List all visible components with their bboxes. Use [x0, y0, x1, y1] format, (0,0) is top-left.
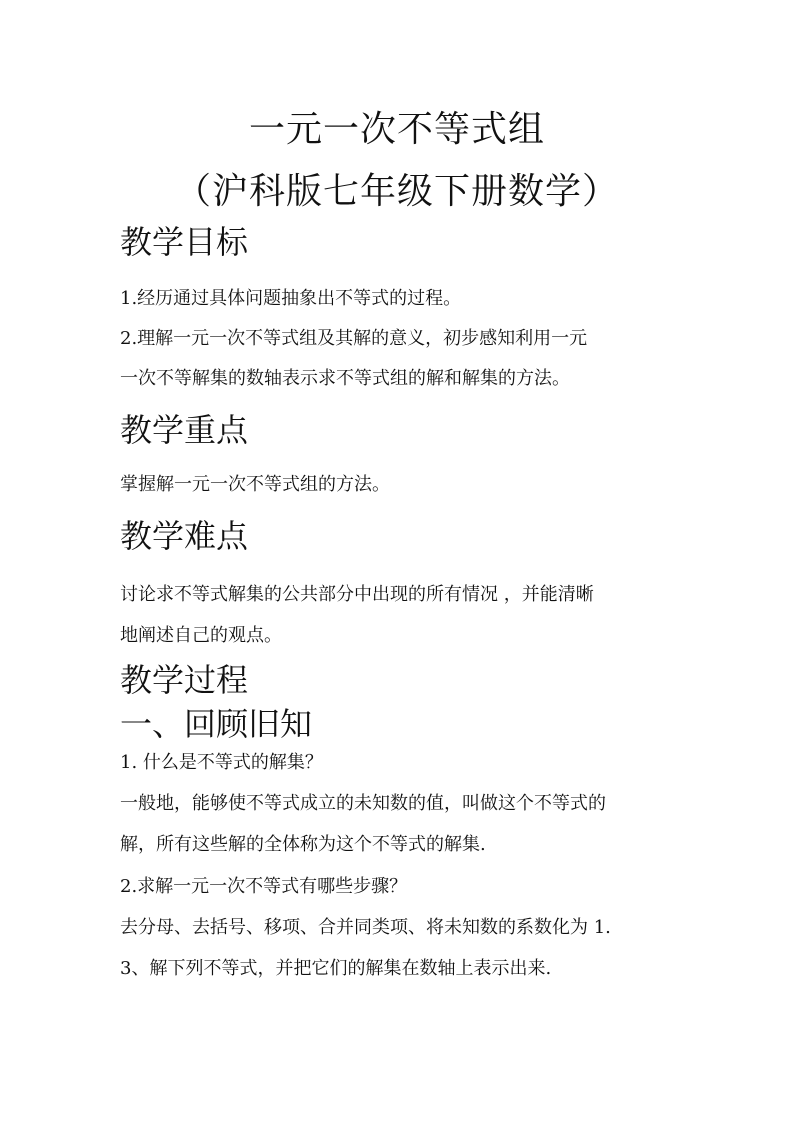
document-title: 一元一次不等式组 — [248, 109, 545, 150]
subheading-review: 一、回顾旧知 — [120, 705, 313, 743]
heading-process: 教学过程 — [120, 661, 249, 699]
objectives-line-2a: 2.理解一元一次不等式组及其解的意义，初步感知利用一元 — [120, 328, 588, 349]
heading-objectives: 教学目标 — [120, 223, 249, 261]
process-q1: 1. 什么是不等式的解集？ — [120, 752, 323, 773]
difficulties-line-1b: 地阐述自己的观点。 — [120, 625, 282, 646]
document-subtitle: （沪科版七年级下册数学） — [174, 171, 619, 212]
process-q3: 3、解下列不等式，并把它们的解集在数轴上表示出来. — [120, 958, 552, 979]
process-a1a: 一般地，能够使不等式成立的未知数的值，叫做这个不等式的 — [120, 793, 606, 814]
heading-difficulties: 教学难点 — [120, 517, 249, 555]
heading-key-points: 教学重点 — [120, 411, 249, 449]
objectives-line-2b: 一次不等解集的数轴表示求不等式组的解和解集的方法。 — [120, 368, 570, 389]
key-points-line-1: 掌握解一元一次不等式组的方法。 — [120, 474, 390, 495]
process-q2: 2.求解一元一次不等式有哪些步骤？ — [120, 876, 408, 897]
difficulties-line-1a: 讨论求不等式解集的公共部分中出现的所有情况 ，并能清晰 — [120, 584, 594, 605]
process-a2: 去分母、去括号、移项、合并同类项、将未知数的系数化为 1. — [120, 917, 611, 938]
process-a1b: 解，所有这些解的全体称为这个不等式的解集. — [120, 834, 486, 855]
objectives-line-1: 1.经历通过具体问题抽象出不等式的过程。 — [120, 288, 462, 309]
